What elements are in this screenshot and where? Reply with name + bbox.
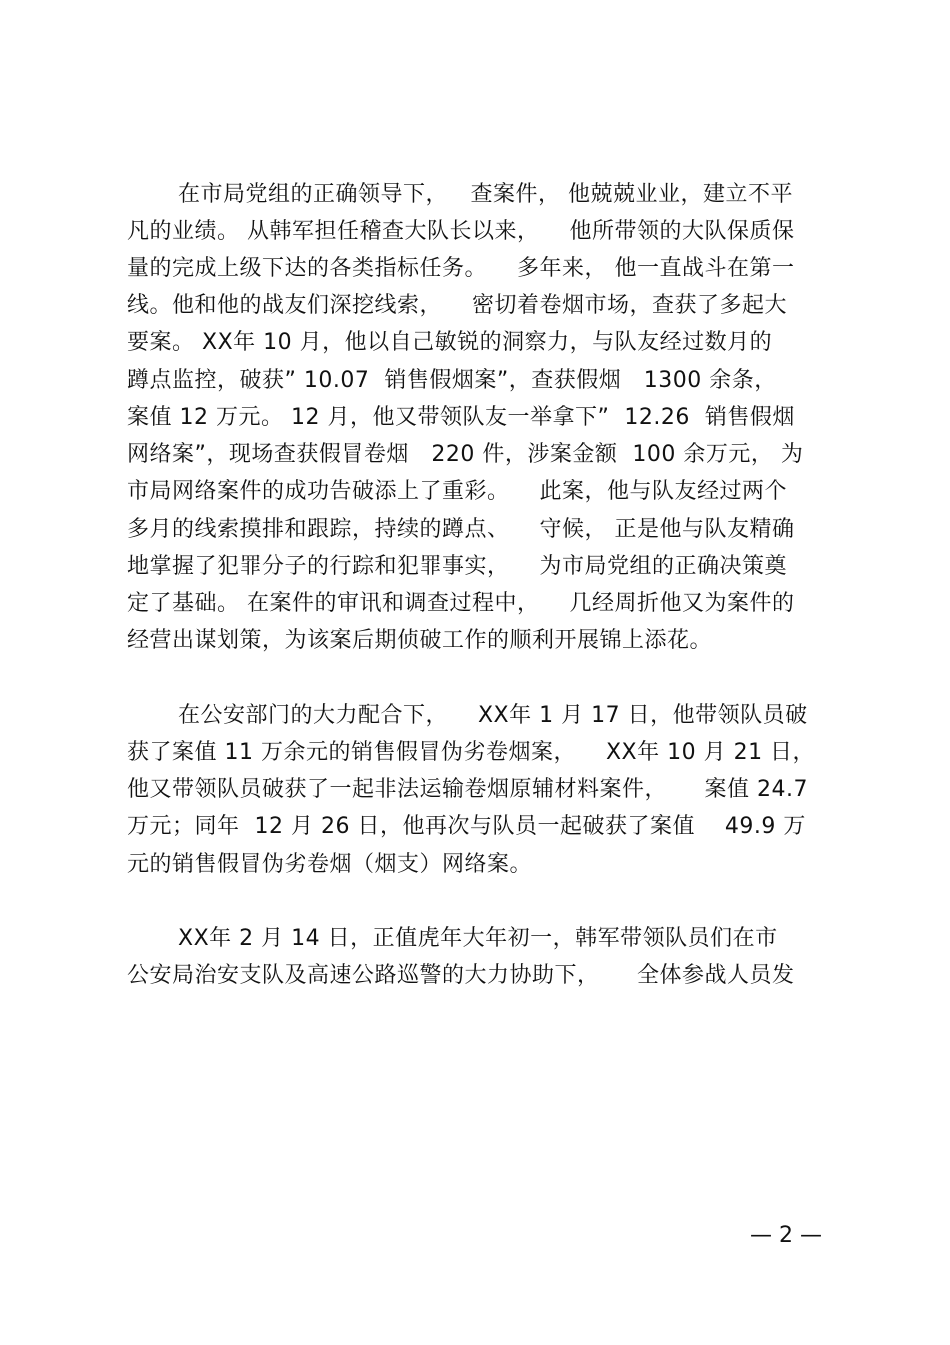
text-line: 获了案值 11 万余元的销售假冒伪劣卷烟案， XX年 10 月 21 日， — [127, 740, 816, 765]
text-line: 多月的线索摸排和跟踪，持续的蹲点、 守候， 正是他与队友精确 — [127, 517, 795, 542]
text-line: 要案。 XX年 10 月，他以自己敏锐的洞察力，与队友经过数月的 — [127, 330, 773, 355]
text-line: 蹲点监控，破获” 10.07 销售假烟案”，查获假烟 1300 余条， — [127, 368, 777, 393]
text-line: 市局网络案件的成功告破添上了重彩。 此案，他与队友经过两个 — [127, 479, 787, 504]
text-line: 定了基础。 在案件的审讯和调查过程中， 几经周折他又为案件的 — [127, 591, 795, 616]
text-line: XX年 2 月 14 日，正值虎年大年初一，韩军带领队员们在市 — [178, 926, 778, 951]
text-line: 经营出谋划策，为该案后期侦破工作的顺利开展锦上添花。 — [127, 628, 713, 653]
text-line: 公安局治安支队及高速公路巡警的大力协助下， 全体参战人员发 — [127, 963, 795, 988]
page-number: — 2 — — [750, 1223, 822, 1248]
text-line: 他又带领队员破获了一起非法运输卷烟原辅材料案件， 案值 24.7 — [127, 777, 808, 802]
text-line: 网络案”，现场查获假冒卷烟 220 件，涉案金额 100 余万元， 为 — [127, 442, 804, 467]
text-line: 线。他和他的战友们深挖线索， 密切着卷烟市场，查获了多起大 — [127, 293, 787, 318]
text-line: 在市局党组的正确领导下， 查案件， 他兢兢业业，建立不平 — [178, 182, 793, 207]
text-line: 在公安部门的大力配合下， XX年 1 月 17 日，他带领队员破 — [178, 703, 808, 728]
text-line: 凡的业绩。 从韩军担任稽查大队长以来， 他所带领的大队保质保 — [127, 219, 795, 244]
text-line: 万元；同年 12 月 26 日，他再次与队员一起破获了案值 49.9 万 — [127, 814, 806, 839]
text-line: 量的完成上级下达的各类指标任务。 多年来， 他一直战斗在第一 — [127, 256, 795, 281]
text-line: 地掌握了犯罪分子的行踪和犯罪事实， 为市局党组的正确决策奠 — [127, 554, 787, 579]
text-line: 案值 12 万元。 12 月，他又带领队友一举拿下” 12.26 销售假烟 — [127, 405, 795, 430]
text-line: 元的销售假冒伪劣卷烟（烟支）网络案。 — [127, 852, 533, 877]
